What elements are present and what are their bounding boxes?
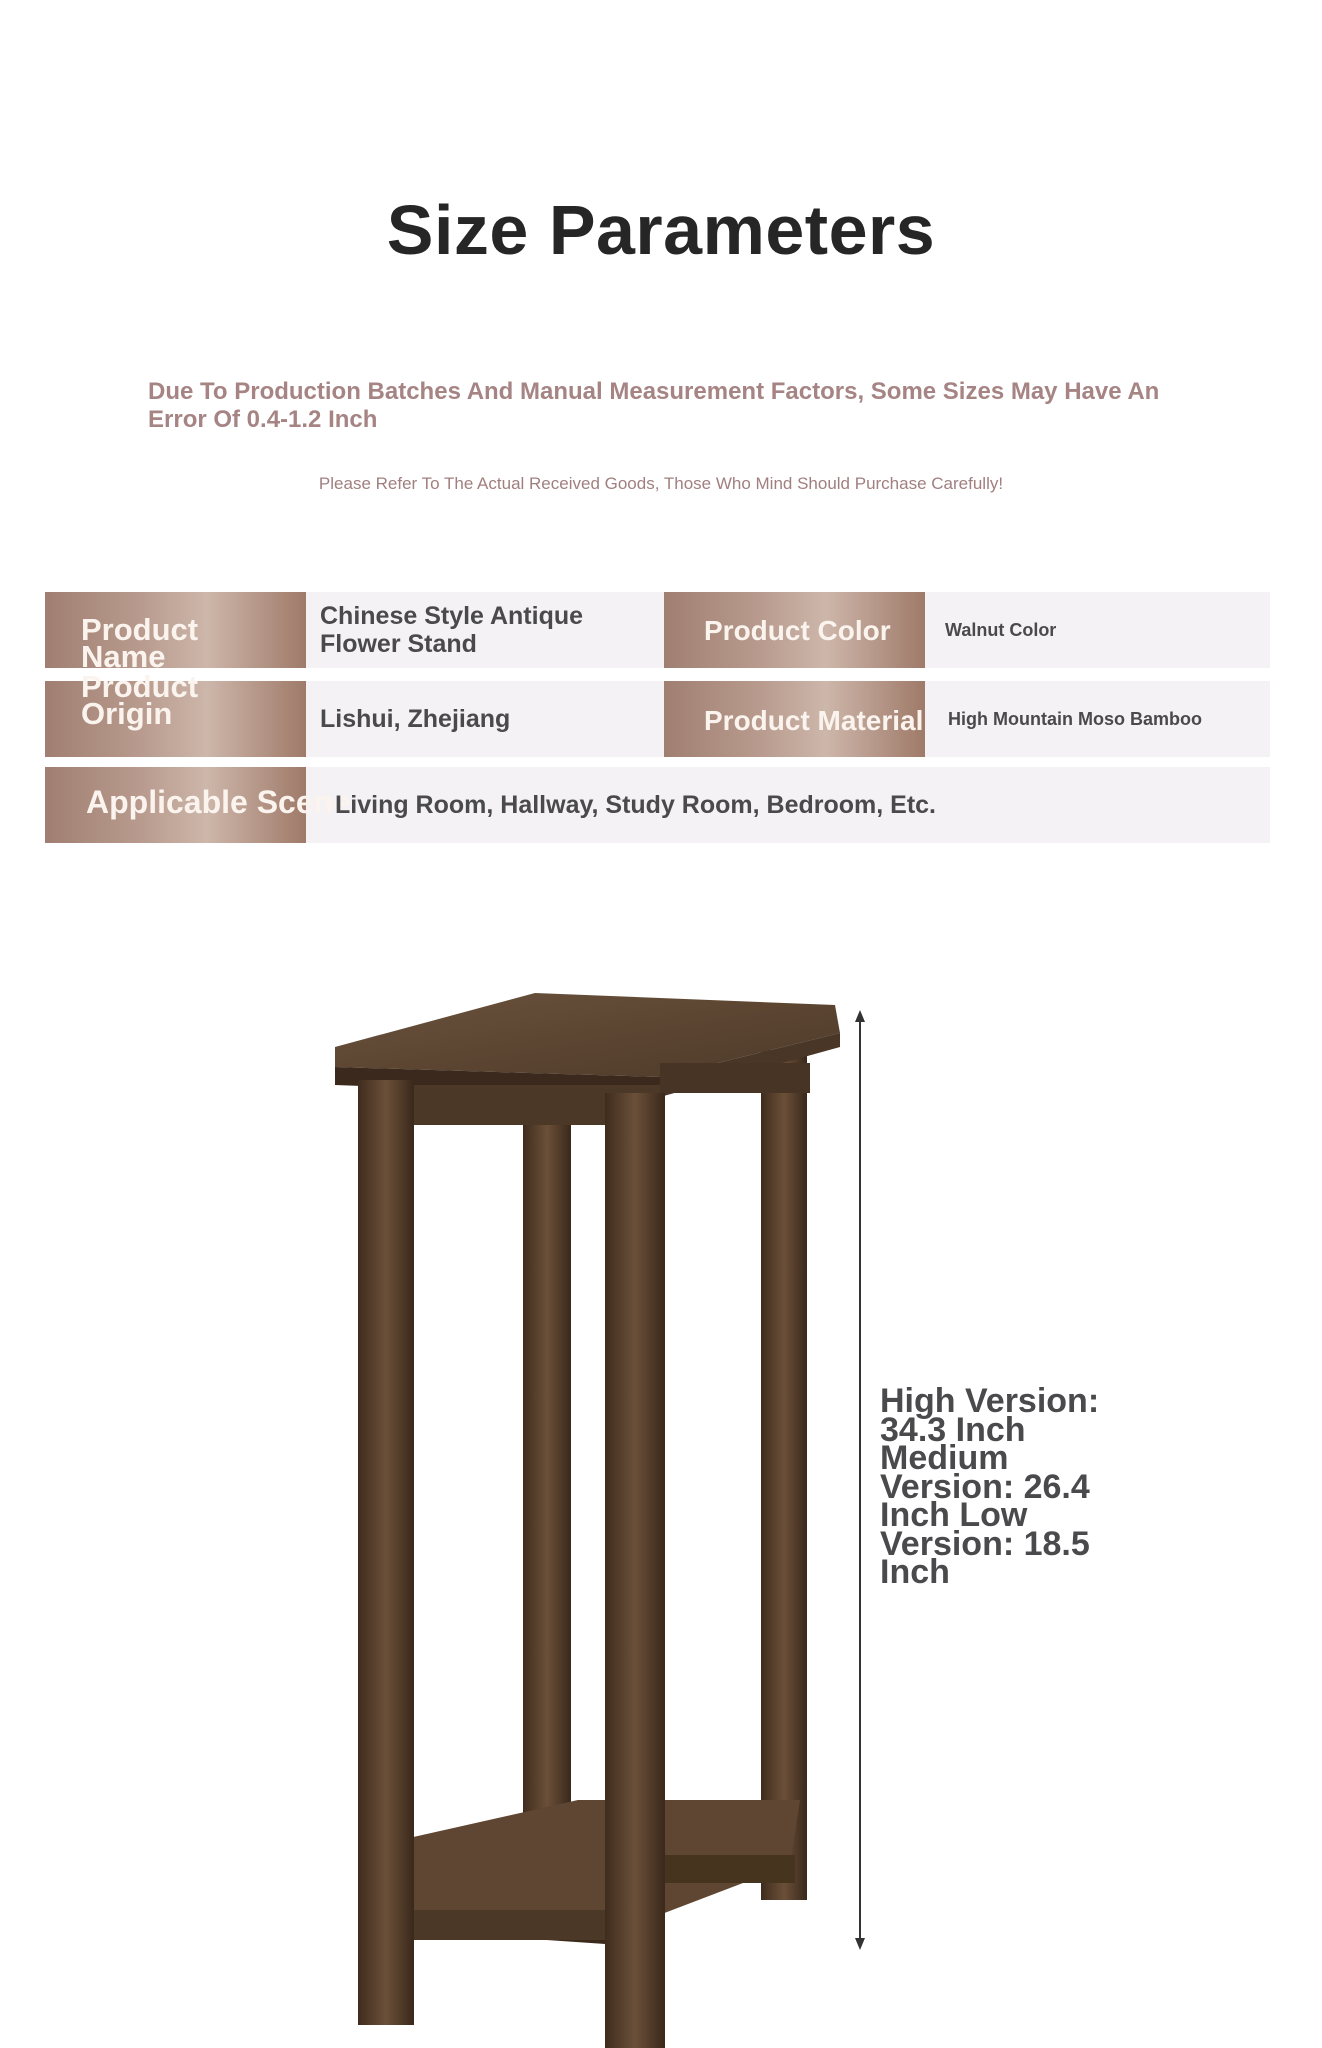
spec-row-scene (45, 767, 1270, 843)
product-name-label: Product Name (45, 592, 306, 668)
product-color-label: Product Color (664, 592, 925, 668)
product-color-value: Walnut Color (945, 620, 1057, 640)
applicable-scene-value: Living Room, Hallway, Study Room, Bedroom, Etc. (335, 791, 936, 819)
front-left-leg (358, 1080, 414, 2025)
height-arrow-icon (850, 1010, 870, 1950)
purchase-caution-note: Please Refer To The Actual Received Goods, Those Who Mind Should Purchase Carefully! (318, 474, 1004, 493)
spec-row-origin-material (45, 669, 1270, 757)
applicable-scene-label: Applicable Scene (45, 767, 306, 843)
product-material-value: High Mountain Moso Bamboo (948, 709, 1202, 729)
back-right-leg (761, 1050, 807, 1900)
product-material-label: Product Material (664, 681, 925, 757)
product-name-value: Chinese Style Antique Flower Stand (320, 602, 584, 658)
back-left-leg (523, 1075, 571, 1815)
measurement-error-note: Due To Production Batches And Manual Measurement Factors, Some Sizes May Have An Error Of 0.4-1.2 Inch (148, 378, 1160, 433)
product-origin-value: Lishui, Zhejiang (320, 705, 511, 733)
page-title: Size Parameters (386, 191, 936, 269)
flower-stand-image (320, 985, 880, 2048)
product-origin-label: Product Origin (45, 681, 306, 757)
front-right-leg (605, 1093, 665, 2048)
spec-row-name-color (45, 592, 1270, 674)
height-dimensions-text: High Version: 34.3 Inch Medium Version: 26.4 Inch Low Version: 18.5 Inch (880, 1382, 1100, 1591)
